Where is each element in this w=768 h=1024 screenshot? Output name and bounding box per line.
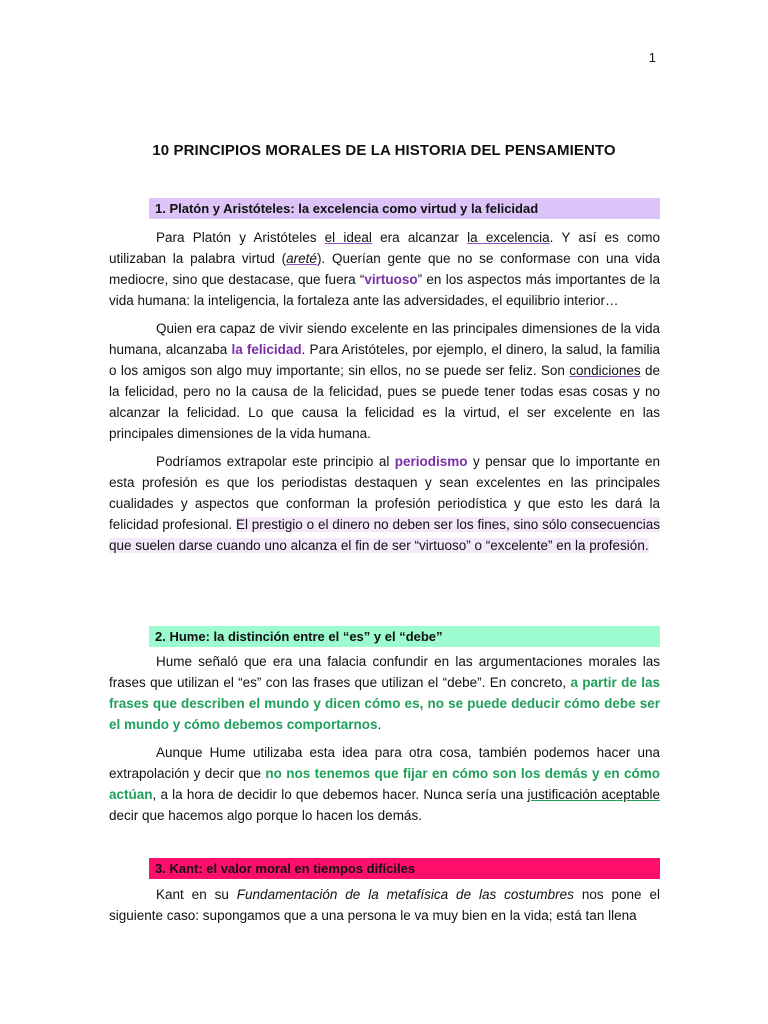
highlighted-term: periodismo <box>394 454 468 469</box>
underlined-term: condiciones <box>569 363 641 378</box>
section-1-body <box>109 227 660 563</box>
text-run: de la felicidad, pero no la causa de la felicidad, pues se puede tener todas esas cosas y no alcanzar la felicidad. Lo que causa la felicidad es la virtud, el ser excelente en las principales dimensiones de la vida humana. <box>109 363 660 441</box>
section-3-body <box>109 884 660 933</box>
text-run: Quien era capaz de vivir siendo excelente en las principales dimensiones de la vida humana, alcanzaba <box>109 321 660 357</box>
text-run: . <box>377 717 382 732</box>
section-3-heading: 3. Kant: el valor moral en tiempos difíciles <box>149 858 660 879</box>
text-run: ). Querían gente que no se conformase con una vida mediocre, sino que destacase, que fuera “ <box>109 251 661 287</box>
text-run: era alcanzar <box>371 230 468 245</box>
text-run: ” en los aspectos más importantes de la vida humana: la inteligencia, la fortaleza ante las adversidades, el equilibrio interior… <box>109 272 660 308</box>
text-run: Para Platón y Aristóteles <box>156 230 325 245</box>
text-run: nos pone el siguiente caso: supongamos que a una persona le va muy bien en la vida; está tan llena <box>109 887 660 923</box>
section-2-paragraph-2 <box>109 742 660 826</box>
text-run: Kant en su <box>156 887 237 902</box>
text-run: . Y así es como utilizaban la palabra virtud ( <box>109 230 661 266</box>
section-3-paragraph-1 <box>109 884 660 926</box>
highlighted-term: a partir de las frases que describen el mundo y dicen cómo es, no se puede deducir cómo debe ser el mundo y cómo debemos comportarnos <box>109 675 661 732</box>
text-run: . Para Aristóteles, por ejemplo, el dinero, la salud, la familia o los amigos son algo muy importante; sin ellos, no se puede ser feliz. Son <box>109 342 661 378</box>
section-1-paragraph-3 <box>109 451 660 556</box>
page-number: 1 <box>648 50 656 65</box>
text-run: Podríamos extrapolar este principio al <box>156 454 395 469</box>
text-run: Hume señaló que era una falacia confundir en las argumentaciones morales las frases que utilizan el “es” con las frases que utilizan el “debe”. En concreto, <box>109 654 660 690</box>
book-title: Fundamentación de la metafísica de las costumbres <box>236 887 574 902</box>
text-run: y pensar que lo importante en esta profesión es que los periodistas destaquen y sean excelentes en las principales cualidades y aspectos que conforman la profesión periodística y que esto les dará la felicidad profesional. <box>109 454 660 532</box>
underlined-term: el ideal <box>324 230 372 245</box>
highlighted-passage: El prestigio o el dinero no deben ser los fines, sino sólo consecuencias que suelen darse cuando uno alcanza el fin de ser “virtuoso” o “excelente” en la profesión. <box>109 517 660 553</box>
section-1-heading: 1. Platón y Aristóteles: la excelencia como virtud y la felicidad <box>149 198 660 219</box>
document-title: 10 PRINCIPIOS MORALES DE LA HISTORIA DEL PENSAMIENTO <box>152 142 616 159</box>
section-2-body <box>109 651 660 833</box>
text-run: decir que hacemos algo porque lo hacen los demás. <box>109 808 422 823</box>
text-run: , a la hora de decidir lo que debemos hacer. Nunca sería una <box>152 787 528 802</box>
highlighted-term: la felicidad <box>231 342 302 357</box>
section-1-paragraph-1 <box>109 227 660 311</box>
italic-term: areté <box>286 251 317 266</box>
text-run: Aunque Hume utilizaba esta idea para otra cosa, también podemos hacer una extrapolación y decir que <box>109 745 660 781</box>
section-2-paragraph-1 <box>109 651 660 735</box>
section-1-paragraph-2 <box>109 318 660 444</box>
section-2-heading: 2. Hume: la distinción entre el “es” y el “debe” <box>149 626 660 647</box>
underlined-term: justificación aceptable <box>527 787 660 802</box>
underlined-term: la excelencia <box>467 230 550 245</box>
highlighted-term: no nos tenemos que fijar en cómo son los demás y en cómo actúan <box>109 766 660 802</box>
highlighted-term: virtuoso <box>364 272 418 287</box>
